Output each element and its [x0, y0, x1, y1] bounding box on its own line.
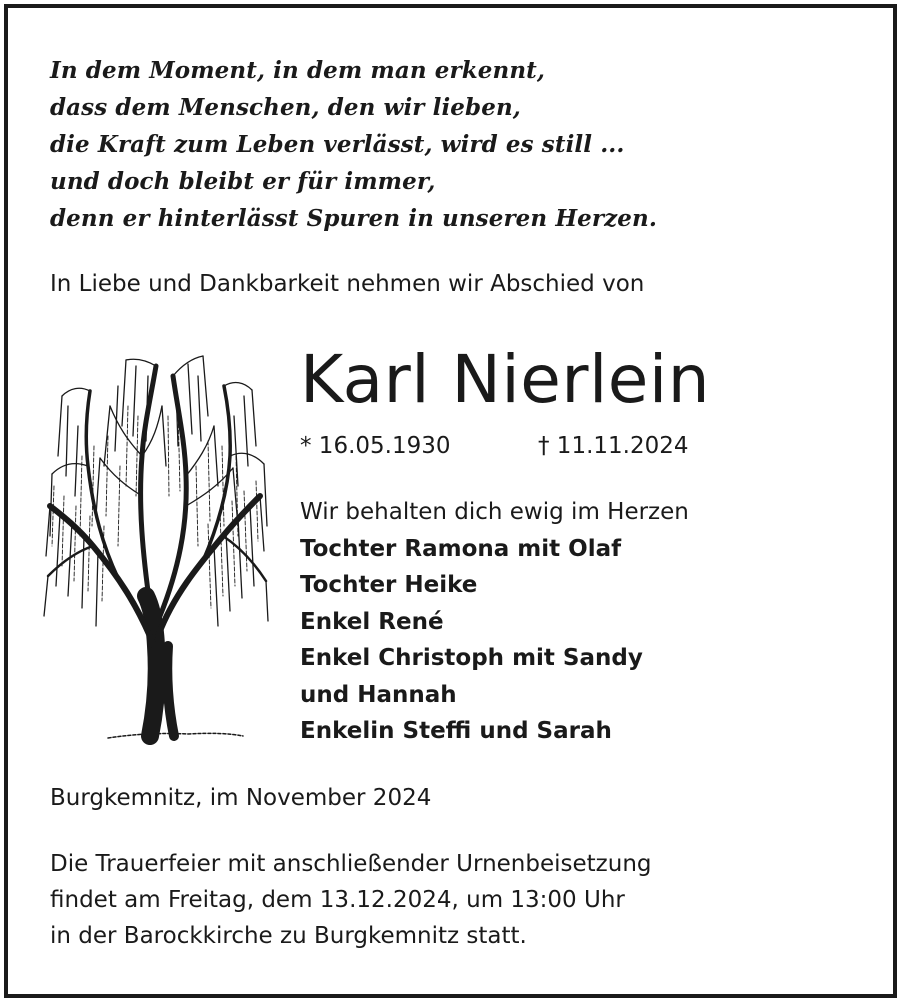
birth-date: * 16.05.1930 — [300, 433, 451, 459]
poem-line: und doch bleibt er für immer, — [50, 168, 436, 195]
mourner: Enkel René — [300, 608, 444, 635]
place-date: Burgkemnitz, im November 2024 — [50, 785, 432, 811]
deceased-name: Karl Nierlein — [300, 341, 711, 418]
service-line: in der Barockkirche zu Burgkemnitz statt. — [50, 923, 527, 949]
mourners-subtitle: Wir behalten dich ewig im Herzen — [300, 499, 689, 525]
service-line: Die Trauerfeier mit anschließender Urnenbeisetzung — [50, 851, 652, 877]
poem-line: dass dem Menschen, den wir lieben, — [50, 94, 521, 121]
tree-icon — [38, 346, 274, 746]
intro-text: In Liebe und Dankbarkeit nehmen wir Abschied von — [50, 271, 645, 297]
mourner: Tochter Heike — [300, 572, 478, 598]
mourner: Tochter Ramona mit Olaf — [300, 535, 622, 562]
poem-line: die Kraft zum Leben verlässt, wird es still ... — [50, 131, 625, 158]
service-info — [50, 846, 652, 954]
poem — [50, 52, 657, 237]
mourner: Enkel Christoph mit Sandy — [300, 645, 643, 671]
death-date: † 11.11.2024 — [538, 433, 689, 459]
service-line: findet am Freitag, dem 13.12.2024, um 13:00 Uhr — [50, 887, 625, 913]
mourner: Enkelin Steffi und Sarah — [300, 718, 612, 744]
life-dates — [300, 428, 689, 464]
mourner: und Hannah — [300, 681, 457, 708]
mourners-list — [300, 494, 689, 750]
poem-line: denn er hinterlässt Spuren in unseren Herzen. — [50, 205, 657, 232]
poem-line: In dem Moment, in dem man erkennt, — [50, 57, 545, 84]
